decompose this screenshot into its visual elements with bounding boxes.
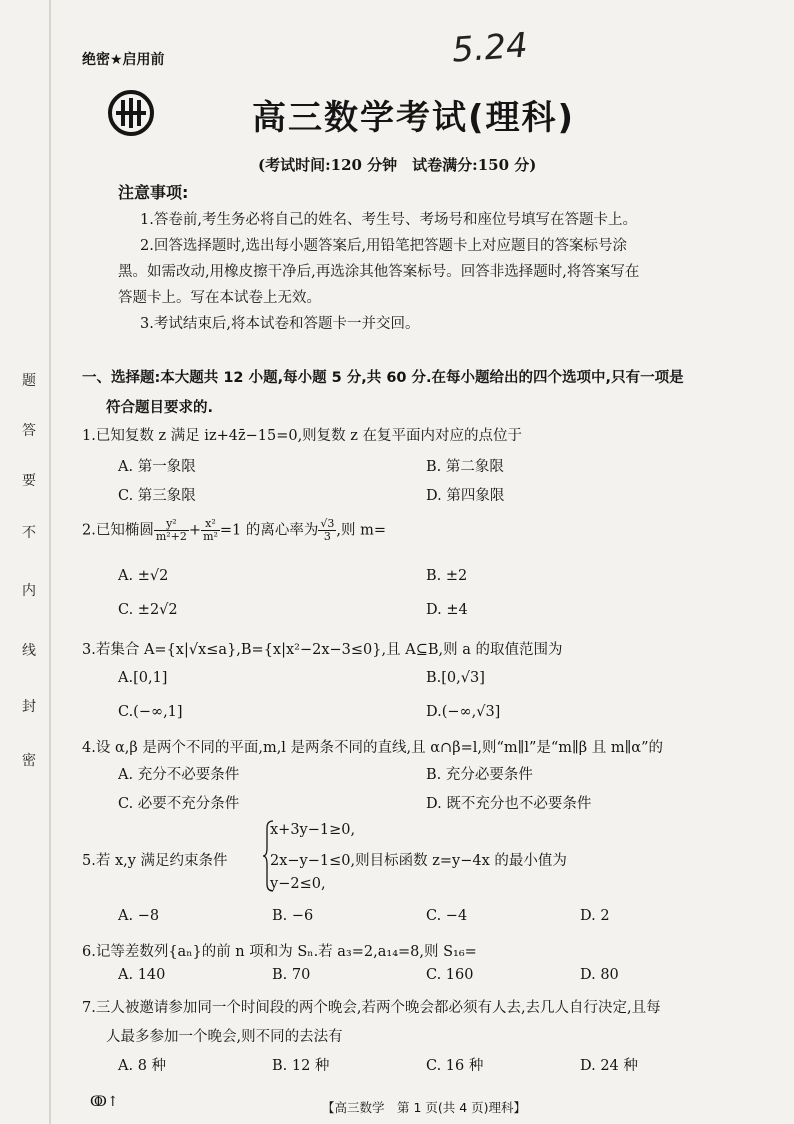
notice-line-5: 3.考试结束后,将本试卷和答题卡一并交回。 [140, 316, 420, 332]
q4-option-a: A. 充分不必要条件 [118, 767, 240, 783]
q7-option-c: C. 16 种 [426, 1058, 484, 1074]
question-4-stem: 4.设 α,β 是两个不同的平面,m,l 是两条不同的直线,且 α∩β=l,则“m∥l”是“m∥β 且 m∥α”的 [82, 740, 664, 756]
question-5-stem: 5.若 x,y 满足约束条件 [82, 853, 228, 869]
q4-option-d: D. 既不充分也不必要条件 [426, 796, 592, 812]
q2-option-b: B. ±2 [426, 568, 468, 584]
page-title: 高三数学考试(理科) [252, 98, 576, 138]
q2-option-d: D. ±4 [426, 602, 468, 618]
secret-label: 绝密★启用前 [82, 52, 165, 68]
q3-option-b: B.[0,√3] [426, 670, 485, 686]
logo-icon [108, 90, 154, 136]
notice-line-2: 2.回答选择题时,选出每小题答案后,用铅笔把答题卡上对应题目的答案标号涂 [140, 238, 628, 254]
q2-f1-num: y² [154, 518, 189, 531]
q1-option-a: A. 第一象限 [118, 459, 196, 475]
q2-fraction-3 [318, 518, 336, 543]
q3-option-a: A.[0,1] [118, 670, 168, 686]
footer-mark-icon: ↂ↑ [90, 1094, 119, 1110]
q3-option-c: C.(−∞,1] [118, 704, 183, 720]
q6-option-a: A. 140 [118, 967, 166, 983]
section-heading: 一、选择题:本大题共 12 小题,每小题 5 分,共 60 分.在每小题给出的四个选项中,只有一项是 [82, 370, 684, 386]
side-char: 密 [22, 753, 36, 769]
q7-option-b: B. 12 种 [272, 1058, 330, 1074]
q2-f2-den: m² [203, 530, 218, 543]
question-6-stem: 6.记等差数列{aₙ}的前 n 项和为 Sₙ.若 a₃=2,a₁₄=8,则 S₁₆= [82, 944, 477, 960]
notice-line-3: 黑。如需改动,用橡皮擦干净后,再选涂其他答案标号。回答非选择题时,将答案写在 [118, 264, 640, 280]
q5-constraint-2: 2x−y−1≤0,则目标函数 z=y−4x 的最小值为 [270, 853, 567, 869]
binding-line [0, 0, 60, 1124]
question-7-stem: 7.三人被邀请参加同一个时间段的两个晚会,若两个晚会都必须有人去,去几人自行决定,且每 [82, 1000, 661, 1016]
notice-line-1: 1.答卷前,考生务必将自己的姓名、考生号、考场号和座位号填写在答题卡上。 [140, 212, 637, 228]
q5-option-b: B. −6 [272, 908, 314, 924]
question-1-stem: 1.已知复数 z 满足 iz+4z̄−15=0,则复数 z 在复平面内对应的点位于 [82, 428, 523, 444]
q2-f3-den: 3 [323, 530, 331, 543]
q2-option-a: A. ±√2 [118, 568, 169, 584]
q2-option-c: C. ±2√2 [118, 602, 178, 618]
side-char: 要 [22, 473, 36, 489]
q2-mid: =1 的离心率为 [219, 522, 319, 539]
q2-fraction-2 [201, 518, 220, 543]
side-char: 内 [22, 583, 36, 599]
q2-plus: + [188, 522, 202, 539]
notice-heading: 注意事项: [118, 183, 189, 202]
side-char: 不 [22, 525, 36, 541]
q5-constraint-1: x+3y−1≥0, [270, 822, 356, 838]
q2-text: 2.已知椭圆 [82, 522, 154, 539]
q2-f3-num: √3 [320, 517, 335, 530]
page-footer: 【高三数学 第 1 页(共 4 页)理科】 [322, 1100, 527, 1115]
q6-option-b: B. 70 [272, 967, 311, 983]
exam-info: (考试时间:120 分钟 试卷满分:150 分) [258, 156, 537, 174]
question-2-stem [82, 518, 386, 543]
q4-option-b: B. 充分必要条件 [426, 767, 533, 783]
q1-option-c: C. 第三象限 [118, 488, 196, 504]
side-char: 线 [22, 643, 36, 659]
q5-option-d: D. 2 [580, 908, 610, 924]
q2-fraction-1 [154, 518, 189, 543]
section-heading-2: 符合题目要求的. [106, 400, 214, 416]
q2-f1-den: m²+2 [155, 530, 187, 543]
side-char: 题 [22, 373, 36, 389]
side-char: 答 [22, 423, 36, 439]
q3-option-d: D.(−∞,√3] [426, 704, 501, 720]
q4-option-c: C. 必要不充分条件 [118, 796, 240, 812]
handwritten-note: 5.24 [450, 25, 530, 71]
notice-line-4: 答题卡上。写在本试卷上无效。 [118, 290, 321, 306]
q2-post: ,则 m= [336, 522, 387, 539]
q1-option-b: B. 第二象限 [426, 459, 504, 475]
question-7-stem-2: 人最多参加一个晚会,则不同的去法有 [106, 1029, 343, 1045]
q5-option-a: A. −8 [118, 908, 160, 924]
q1-option-d: D. 第四象限 [426, 488, 505, 504]
question-3-stem: 3.若集合 A={x|√x≤a},B={x|x²−2x−3≤0},且 A⊆B,则 a 的取值范围为 [82, 642, 563, 658]
side-char: 封 [22, 699, 36, 715]
q6-option-c: C. 160 [426, 967, 474, 983]
q7-option-a: A. 8 种 [118, 1058, 167, 1074]
q6-option-d: D. 80 [580, 967, 619, 983]
q7-option-d: D. 24 种 [580, 1058, 638, 1074]
q5-option-c: C. −4 [426, 908, 468, 924]
q2-f2-num: x² [201, 518, 220, 531]
q5-constraint-3: y−2≤0, [270, 876, 326, 892]
